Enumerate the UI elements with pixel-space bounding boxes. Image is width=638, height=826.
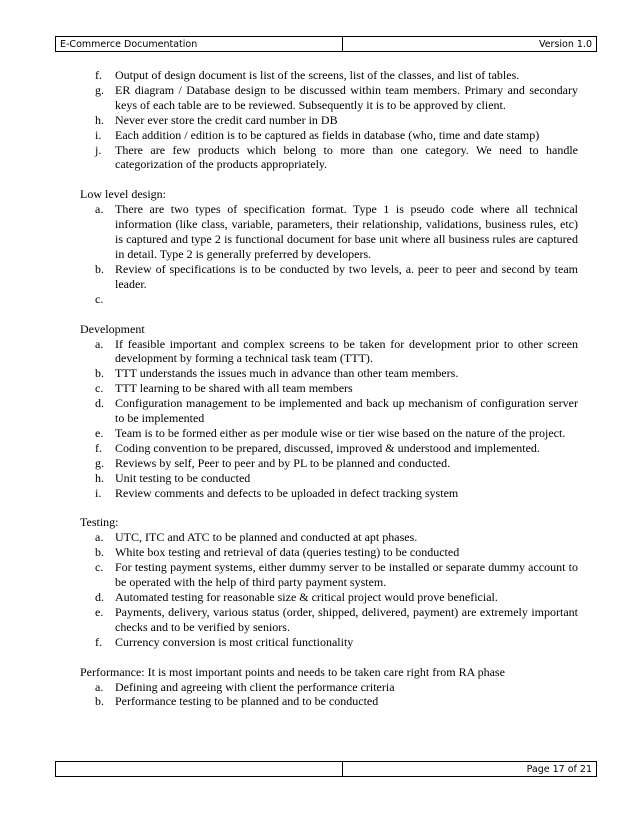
list-text: Review of specifications is to be conducted by two levels, a. peer to peer and second by team leader. — [115, 261, 578, 291]
list-marker: h. — [95, 470, 104, 485]
list-text: Reviews by self, Peer to peer and by PL to be planned and conducted. — [115, 455, 451, 470]
list-text: Never ever store the credit card number in DB — [115, 112, 338, 127]
list-marker: a. — [95, 530, 104, 545]
list-item — [80, 441, 578, 456]
list-item — [80, 694, 578, 709]
list-text: ER diagram / Database design to be discussed within team members. Primary and secondary keys of each table are to be reviewed. Subsequently it is to be approved by client. — [115, 82, 578, 112]
section-development — [80, 322, 578, 501]
footer-left-cell — [56, 762, 343, 776]
list-marker: e. — [95, 604, 104, 619]
list-text: UTC, ITC and ATC to be planned and conducted at apt phases. — [115, 530, 418, 545]
intro-list — [80, 68, 578, 172]
section-title: Testing: — [80, 515, 119, 530]
list-text: There are two types of specification format. Type 1 is pseudo code where all technical information (like class, variable, parameters, their relationship, validations, business rules, etc) is captured and type 2 is functional document for base unit where all business rules are captured in detail. Type 2 is generally preferred by developers. — [115, 202, 578, 261]
list-marker: d. — [95, 590, 104, 604]
list-item — [80, 560, 578, 590]
list-text: TTT learning to be shared with all team members — [115, 381, 353, 396]
list-marker: i. — [95, 485, 102, 500]
list-text: Unit testing to be conducted — [115, 470, 251, 485]
list-item — [80, 83, 578, 113]
list-item — [80, 262, 578, 292]
list-marker: b. — [95, 545, 104, 560]
document-body — [80, 68, 578, 709]
list-marker: e. — [95, 425, 104, 440]
list-text: There are few products which belong to more than one category. We need to handle categorization of the products appropriately. — [115, 142, 578, 172]
list-text: Performance testing to be planned and to be conducted — [115, 694, 379, 709]
list-marker: a. — [95, 679, 104, 694]
list-item — [80, 486, 578, 501]
list-text: Payments, delivery, various status (order, shipped, delivered, payment) are extremely important checks and to be verified by seniors. — [115, 604, 578, 634]
list-text: Coding convention to be prepared, discussed, improved & understood and implemented. — [115, 440, 540, 455]
list-marker: d. — [95, 396, 104, 411]
list-item — [80, 590, 578, 605]
list-item — [80, 396, 578, 426]
list-marker: c. — [95, 381, 104, 396]
section-testing — [80, 515, 578, 649]
list-text: Defining and agreeing with client the performance criteria — [115, 679, 395, 694]
list-item — [80, 143, 578, 173]
list-marker: c. — [95, 560, 104, 575]
section-list — [80, 530, 578, 649]
list-text: Currency conversion is most critical functionality — [115, 634, 354, 649]
list-item — [80, 635, 578, 650]
section-low-level-design — [80, 187, 578, 306]
list-item — [80, 128, 578, 143]
section-performance — [80, 665, 578, 710]
list-item — [80, 530, 578, 545]
list-marker: a. — [95, 336, 104, 351]
list-item — [80, 68, 578, 83]
list-marker: g. — [95, 455, 104, 470]
list-item — [80, 545, 578, 560]
list-item — [80, 605, 578, 635]
section-list — [80, 680, 578, 710]
list-text: Team is to be formed either as per module wise or tier wise based on the nature of the project. — [115, 425, 566, 440]
section-title: Low level design: — [80, 187, 166, 202]
list-item — [80, 202, 578, 262]
list-text — [115, 292, 118, 306]
list-marker: j. — [95, 142, 102, 157]
list-marker: b. — [95, 261, 104, 276]
list-marker: i. — [95, 127, 102, 142]
list-item — [80, 680, 578, 695]
section-list — [80, 337, 578, 501]
list-text: Configuration management to be implemented and back up mechanism of configuration server to be implemented — [115, 396, 578, 426]
footer-page-number: Page 17 of 21 — [526, 763, 592, 775]
list-marker: c. — [95, 291, 104, 306]
section-title: Performance: It is most important points and needs to be taken care right from RA phase — [80, 664, 505, 679]
header-doc-title: E-Commerce Documentation — [56, 37, 343, 51]
header-version: Version 1.0 — [538, 38, 592, 50]
list-item — [80, 471, 578, 486]
list-text: If feasible important and complex screens to be taken for development prior to other screen development by forming a technical task team (TTT). — [115, 336, 578, 366]
list-marker: b. — [95, 694, 104, 709]
list-item — [80, 337, 578, 367]
list-marker: f. — [95, 68, 102, 82]
list-text: Output of design document is list of the screens, list of the classes, and list of tables. — [115, 68, 520, 82]
list-item — [80, 426, 578, 441]
list-item — [80, 292, 578, 307]
list-item — [80, 113, 578, 128]
section-list — [80, 202, 578, 306]
page-header — [55, 36, 597, 52]
list-marker: h. — [95, 112, 104, 127]
list-text: White box testing and retrieval of data (queries testing) to be conducted — [115, 545, 460, 560]
list-marker: f. — [95, 634, 102, 649]
list-marker: a. — [95, 202, 104, 217]
list-item — [80, 456, 578, 471]
list-marker: f. — [95, 440, 102, 455]
list-text: Automated testing for reasonable size & critical project would prove beneficial. — [115, 590, 498, 604]
list-text: TTT understands the issues much in advance than other team members. — [115, 366, 459, 381]
list-text: Review comments and defects to be uploaded in defect tracking system — [115, 485, 459, 500]
list-item — [80, 366, 578, 381]
page-footer — [55, 761, 597, 777]
list-item — [80, 381, 578, 396]
list-marker: g. — [95, 82, 104, 97]
list-text: For testing payment systems, either dummy server to be installed or separate dummy account to be operated with the help of third party payment system. — [115, 560, 578, 590]
list-marker: b. — [95, 366, 104, 381]
section-title: Development — [80, 321, 145, 336]
list-text: Each addition / edition is to be captured as fields in database (who, time and date stamp) — [115, 127, 540, 142]
